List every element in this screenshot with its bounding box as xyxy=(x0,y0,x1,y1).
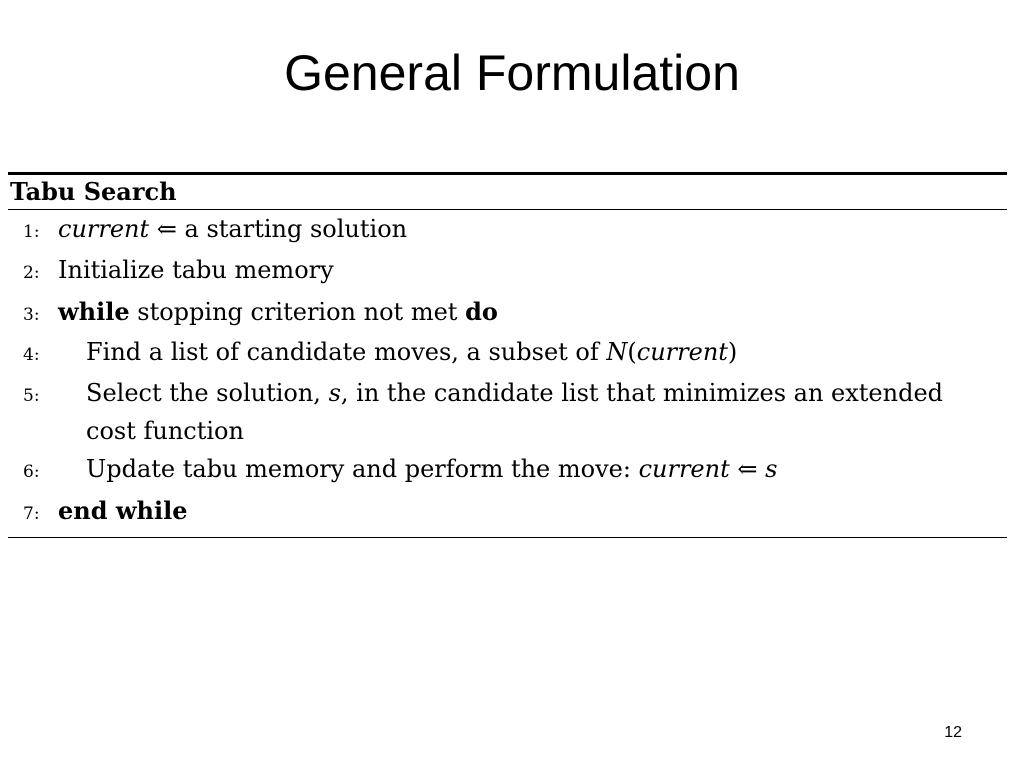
keyword-while: while xyxy=(58,296,130,326)
algorithm-line-3 xyxy=(8,293,1007,335)
line-text: while stopping criterion not met do xyxy=(58,296,498,326)
algorithm-box xyxy=(8,172,1007,538)
algorithm-line-1 xyxy=(8,211,1007,252)
algorithm-line-5 xyxy=(8,375,1007,451)
algorithm-line-7 xyxy=(8,492,1007,534)
line-number: 7: xyxy=(23,503,40,524)
line-text: Initialize tabu memory xyxy=(58,255,334,284)
line-text: Update tabu memory and perform the move: current ⇐ s xyxy=(86,454,778,483)
line-continuation: cost function xyxy=(86,416,244,445)
line-number: 4: xyxy=(23,345,40,366)
line-number: 1: xyxy=(23,222,40,242)
line-number: 6: xyxy=(23,461,40,482)
algorithm-line-4 xyxy=(8,334,1007,375)
keyword-end-while: end while xyxy=(58,495,188,525)
keyword-do: do xyxy=(465,296,498,326)
algorithm-line-6 xyxy=(8,451,1007,492)
page-number: 12 xyxy=(944,724,962,741)
line-text: Find a list of candidate moves, a subset of N(current) xyxy=(86,338,738,367)
slide-title: General Formulation xyxy=(284,45,740,101)
bottom-rule xyxy=(8,537,1007,538)
line-number: 3: xyxy=(23,304,40,325)
line-text: current ⇐ a starting solution xyxy=(58,215,408,243)
line-text xyxy=(58,492,1007,531)
algorithm-name: Tabu Search xyxy=(10,177,177,206)
algorithm-line-2 xyxy=(8,252,1007,293)
line-number: 5: xyxy=(23,386,40,407)
line-number: 2: xyxy=(23,262,40,283)
algorithm-lines xyxy=(8,210,1007,537)
line-text: Select the solution, s, in the candidate list that minimizes an extended cost function xyxy=(58,375,1007,451)
